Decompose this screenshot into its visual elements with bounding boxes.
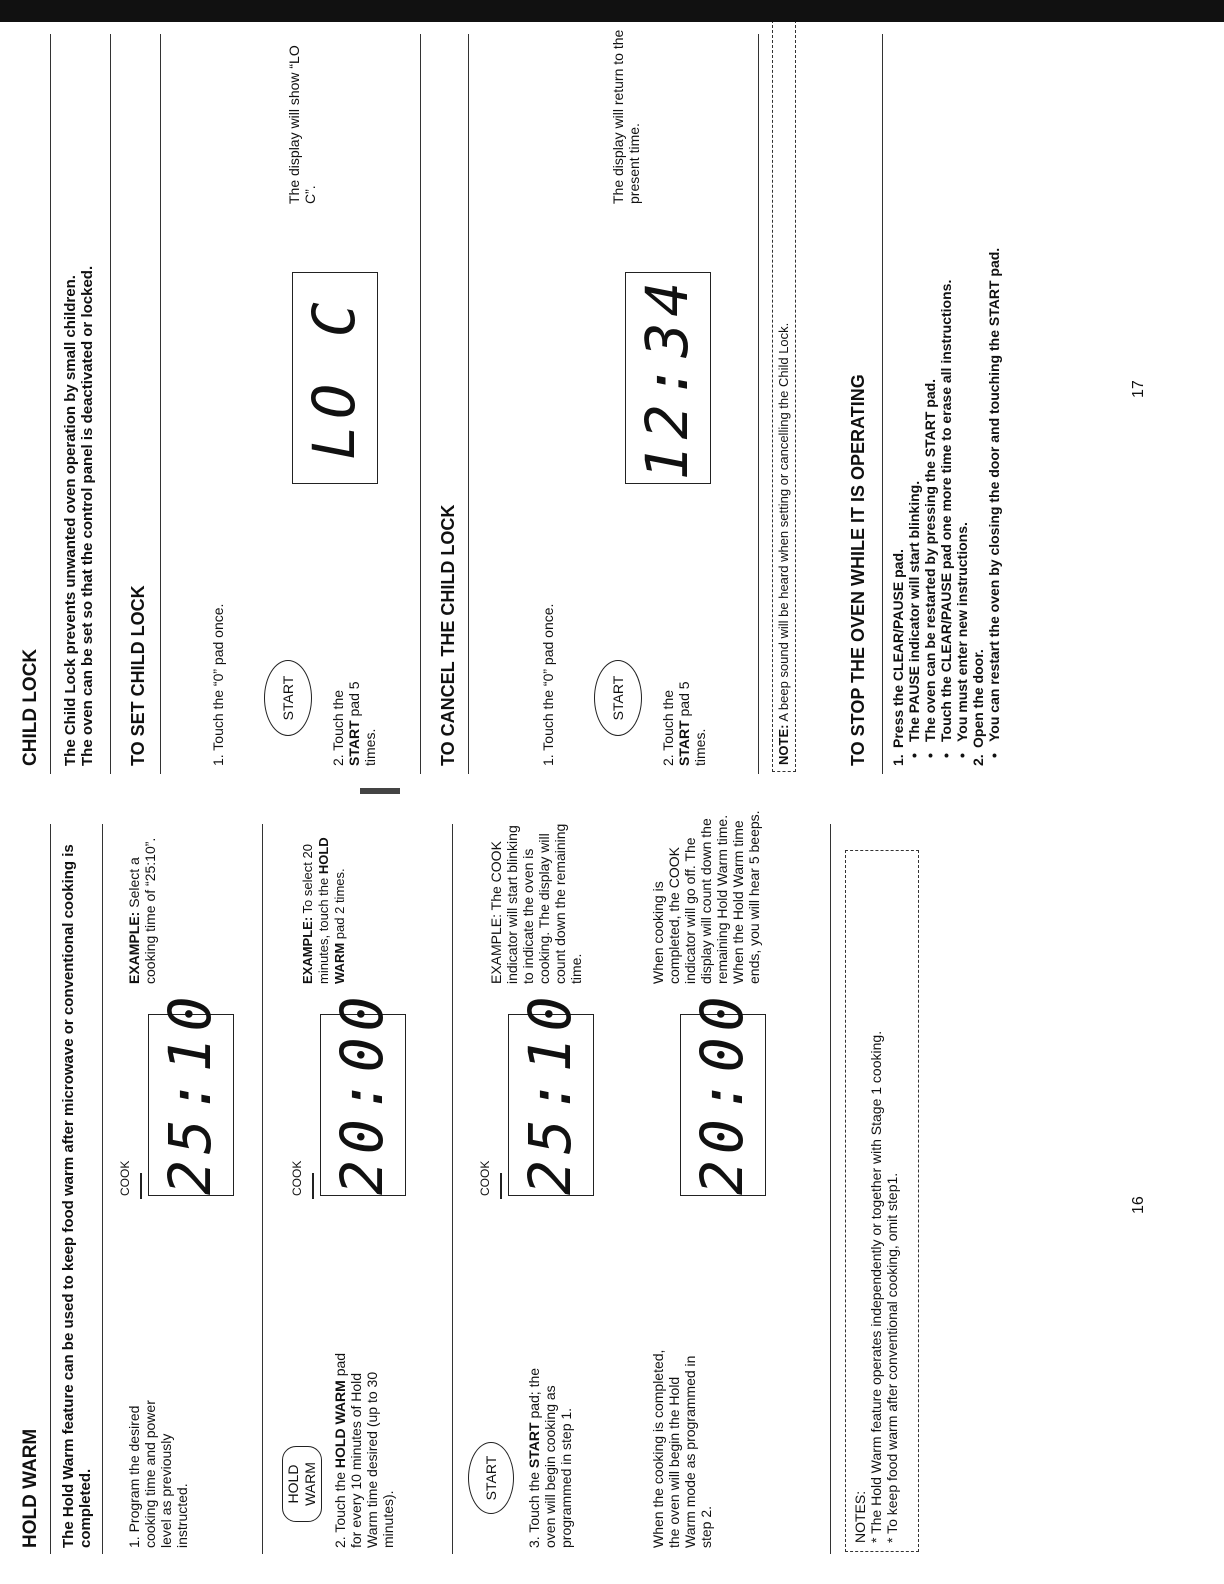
step-1-example: EXAMPLE: Select a cooking time of “25:10”.	[126, 837, 158, 984]
display-readout: 20:00	[688, 990, 756, 1195]
divider	[758, 34, 759, 774]
notes-title: NOTES:	[852, 1490, 868, 1543]
display-panel	[320, 990, 406, 1196]
child-lock-title: CHILD LOCK	[20, 648, 41, 766]
scan-edge	[0, 0, 1224, 22]
divider	[50, 34, 51, 774]
divider	[452, 824, 453, 1554]
stop-bullet: • Touch the CLEAR/PAUSE pad one more time to erase all instructions.	[938, 6, 954, 766]
display-readout: 20:00	[328, 990, 396, 1195]
cook-indicator-blinking	[500, 1173, 502, 1199]
divider	[110, 34, 111, 774]
display-readout: LO C	[300, 296, 368, 460]
display-panel	[680, 990, 766, 1196]
cancel-step-2: 2. Touch the START pad 5 times.	[660, 681, 708, 766]
beep-note: NOTE: A beep sound will be heard when setting or cancelling the Child Lock.	[776, 322, 791, 765]
step-3-example: EXAMPLE: The COOK indicator will start blinking to indicate the oven is cooking. The display will count down the remaining time.	[488, 823, 584, 984]
divider	[830, 824, 831, 1554]
divider	[102, 824, 103, 1554]
child-lock-display	[292, 272, 378, 484]
set-step-2: 2. Touch the START pad 5 times.	[330, 681, 378, 766]
set-display-note: The display will show “LO C”.	[286, 45, 318, 204]
display-panel	[508, 990, 594, 1196]
note-1: * The Hold Warm feature operates independently or together with Stage 1 cooking.	[868, 1030, 884, 1543]
cook-indicator: COOK	[478, 1160, 492, 1196]
cancel-child-lock-heading: TO CANCEL THE CHILD LOCK	[438, 504, 458, 766]
hold-warm-title: HOLD WARM	[20, 1428, 41, 1548]
hold-warm-page	[0, 794, 1224, 1584]
child-lock-intro: The Child Lock prevents unwanted oven operation by small children. The oven can be set so that the control panel is deactivated or locked.	[62, 265, 96, 766]
hold-warm-pad[interactable]: HOLD WARM	[282, 1446, 322, 1522]
stop-step-1: 1. Press the CLEAR/PAUSE pad.	[890, 549, 906, 766]
stop-step-2: 2. Open the door.	[970, 649, 986, 766]
divider	[50, 824, 51, 1554]
step-2-example: EXAMPLE: To select 20 minutes, touch the HOLD WARM pad 2 times.	[300, 837, 347, 984]
divider	[468, 34, 469, 774]
display-panel	[148, 990, 234, 1196]
start-pad[interactable]: START	[594, 660, 642, 736]
set-step-1: 1. Touch the “0” pad once.	[210, 603, 226, 766]
set-child-lock-heading: TO SET CHILD LOCK	[128, 585, 148, 766]
cook-indicator-bar	[312, 1173, 314, 1199]
note-2: * To keep food warm after conventional cooking, omit step1.	[884, 1172, 900, 1543]
stop-oven-heading: TO STOP THE OVEN WHILE IT IS OPERATING	[848, 374, 868, 766]
display-readout: 25:10	[516, 990, 584, 1195]
divider	[420, 34, 421, 774]
divider	[882, 34, 883, 774]
cancel-step-1: 1. Touch the “0” pad once.	[540, 603, 556, 766]
cook-indicator: COOK	[118, 1160, 132, 1196]
start-pad[interactable]: START	[264, 660, 312, 736]
start-pad[interactable]: START	[468, 1442, 514, 1514]
divider	[262, 824, 263, 1554]
display-readout: 12:34	[633, 275, 701, 481]
time-display	[625, 272, 711, 484]
divider	[160, 34, 161, 774]
page-number-17: 17	[1130, 380, 1147, 398]
step-2-text: 2. Touch the HOLD WARM pad for every 10 minutes of Hold Warm time desired (up to 30 minutes).	[332, 1352, 396, 1548]
step-4-example: When cooking is completed, the COOK indicator will go off. The display will count down the remaining Hold Warm time. When the Hold Warm time ends, you will hear 5 beeps.	[650, 810, 762, 984]
stop-bullet: • The PAUSE indicator will start blinking.	[906, 6, 922, 766]
step-3-text: 3. Touch the START pad; the oven will begin cooking as programmed in step 1.	[526, 1367, 574, 1548]
cancel-display-note: The display will return to the present time.	[610, 29, 642, 204]
note-box	[772, 20, 796, 772]
notes-box	[845, 850, 919, 1552]
display-readout: 25:10	[156, 990, 224, 1195]
stop-bullet: • The oven can be restarted by pressing the START pad.	[922, 6, 938, 766]
stop-oven-instructions	[890, 6, 1002, 766]
cook-indicator-bar	[140, 1173, 142, 1199]
page-number-16: 16	[1130, 1196, 1147, 1214]
stop-bullet: • You can restart the oven by closing the door and touching the START pad.	[986, 6, 1002, 766]
hold-warm-mode-text: When the cooking is completed, the oven will begin the Hold Warm mode as programmed in step 2.	[650, 1349, 714, 1548]
step-1-text: 1. Program the desired cooking time and power level as previously instructed.	[126, 1400, 190, 1548]
hold-warm-intro: The Hold Warm feature can be used to keep food warm after microwave or conventional cooking is completed.	[60, 844, 94, 1548]
stop-bullet: • You must enter new instructions.	[954, 6, 970, 766]
cook-indicator: COOK	[290, 1160, 304, 1196]
